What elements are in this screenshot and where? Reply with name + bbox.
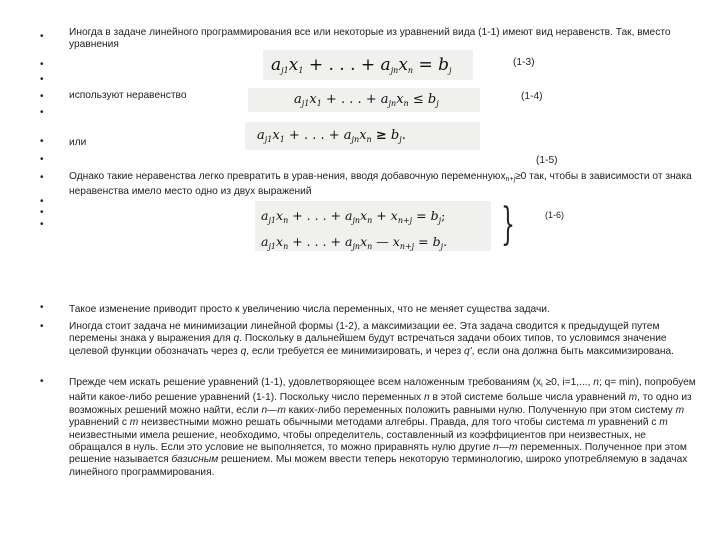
paragraph-additional-variable: Однако такие неравенства легко превратить в урав-нения, вводя добавочную переменнуюx$_{n+j}$≥0 так, чтобы в зависимости от знака неравенства имело место одно из двух выражений bbox=[69, 171, 692, 198]
bullet: • bbox=[40, 154, 44, 165]
paragraph-basic-solution: Прежде чем искать решение уравнений (1-1), удовлетворяющее всем наложенным требованиям ($x_i \ge 0$, i=1,..., n; q= min), попробуем найти какое-либо решение уравнений (1-1). Поскольку число переменных n в этой системе больше числа уравнений m, то одно из возможных решений можно найти, если n—m каких-либо переменных положить равными нулю. Полученную при этом систему m уравнений с m неизвестными можно решать обычными методами алгебры. Правда, для того чтобы система m уравнений с m неизвестными имела решение, необходимо, чтобы определитель, составленный из коэффициентов при неизвестных, не обращался в нуль. Если это условие не выполняется, то можно приравнять нулю другие n—m переменных. Полученное при этом решение называется базисным решением. Мы можем ввести теперь некоторую терминологию, широко употребляемую в задачах линейного программирования. bbox=[69, 377, 696, 478]
bullet: • bbox=[40, 136, 44, 147]
paragraph-intro: Иногда в задаче линейного программирования все или некоторые из уравнений вида (1-1) имеют вид неравенств. Так, вместо уравнения bbox=[69, 27, 671, 51]
bullet: • bbox=[40, 321, 44, 332]
bullet: • bbox=[40, 31, 44, 42]
formula-1-5: $a_{j1}x_1$ + . . . + $a_{jn}x_n \ge b_j$. bbox=[245, 122, 480, 150]
paragraph-maximization: Иногда стоит задача не минимизации линейной формы (1-2), а максимизации ее. Эта задача сводится к предыдущей путем перемены знака у выражения для q. Поскольку в дальнейшем будут встречаться задачи обоих типов, то условимся значение целевой функции обозначать через q, если требуется ее минимизировать, и через q', если она должна быть максимизирована. bbox=[69, 321, 674, 357]
equation-number-1-4: (1-4) bbox=[521, 91, 543, 102]
paragraph-inequality: используют неравенство bbox=[69, 90, 187, 101]
bullet: • bbox=[40, 376, 44, 387]
formula-1-6 bbox=[255, 201, 491, 251]
bullet: • bbox=[40, 219, 44, 230]
formula-1-6-line-2: $a_{j1}x_n$ + . . . + $a_{jn}x_n$ — $x_{n+j} = b_j$. bbox=[261, 234, 448, 251]
paragraph-or: или bbox=[69, 137, 87, 148]
bullet: • bbox=[40, 196, 44, 207]
bullet: • bbox=[40, 207, 44, 218]
formula-1-4: $a_{j1}x_1$ + . . . + $a_{jn}x_n \le b_j$ bbox=[248, 88, 480, 112]
equation-number-1-5: (1-5) bbox=[536, 155, 558, 166]
bullet: • bbox=[40, 59, 44, 70]
paragraph-variable-increase: Такое изменение приводит просто к увеличению числа переменных, что не меняет существа задачи. bbox=[69, 304, 550, 315]
bullet: • bbox=[40, 172, 44, 183]
formula-1-6-line-1: $a_{j1}x_n$ + . . . + $a_{jn}x_n + x_{n+j} = b_j$; bbox=[261, 208, 446, 225]
formula-1-3: aj1x1 + . . . + ajnxn = bj bbox=[263, 50, 473, 80]
equation-number-1-6: (1-6) bbox=[545, 210, 565, 220]
bullet: • bbox=[40, 74, 44, 85]
bullet: • bbox=[40, 302, 44, 313]
equation-number-1-3: (1-3) bbox=[513, 57, 535, 68]
bullet: • bbox=[40, 107, 44, 118]
formula-brace: } bbox=[501, 199, 515, 250]
bullet: • bbox=[40, 91, 44, 102]
